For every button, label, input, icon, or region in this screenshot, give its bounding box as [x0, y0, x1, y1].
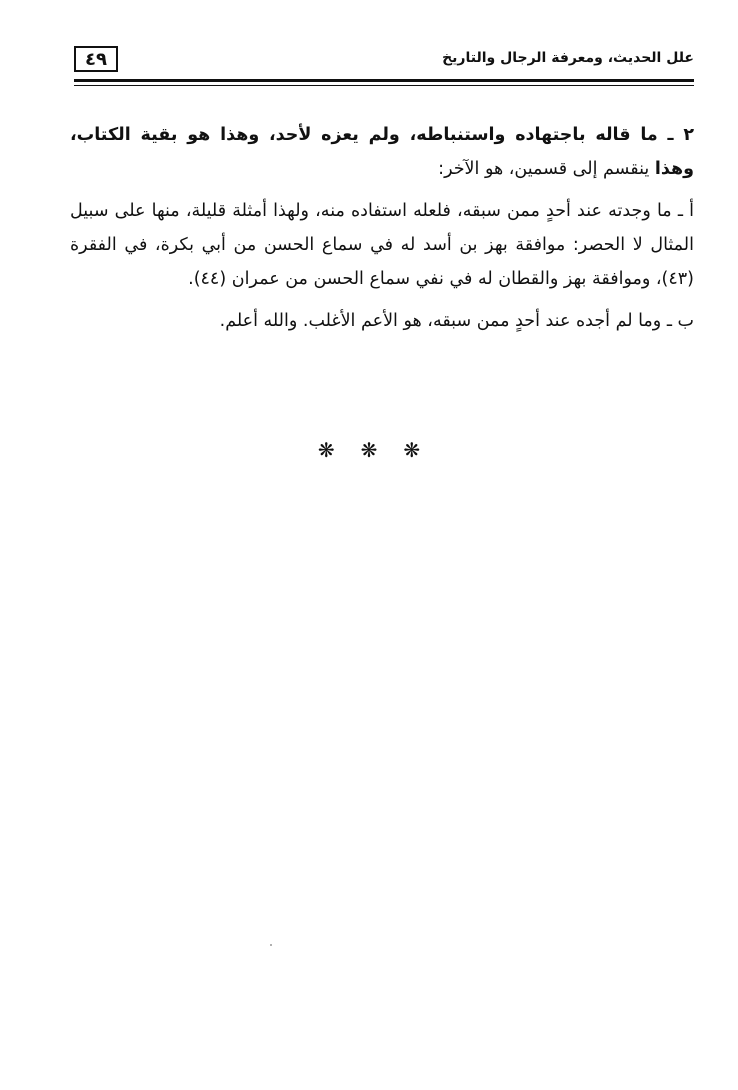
running-title: علل الحديث، ومعرفة الرجال والتاريخ — [442, 50, 694, 66]
scan-speck — [270, 944, 272, 946]
page-number: ٤٩ — [74, 46, 118, 72]
body-text — [70, 118, 694, 346]
header-rule-thick — [74, 79, 694, 82]
separator-star-icon: ❋ — [360, 438, 404, 462]
paragraph-item-a: أ ـ ما وجدته عند أحدٍ ممن سبقه، فلعله استفاده منه، ولهذا أمثلة قليلة، منها على سبيل المثال لا الحصر: موافقة بهز بن أسد له في سماع الحسن من أبي بكرة، في الفقرة (٤٣)، وموافقة بهز والقطان له في نفي سماع الحسن من عمران (٤٤). — [70, 201, 694, 289]
page-header — [74, 44, 694, 84]
paragraph-item-b: ب ـ وما لم أجده عند أحدٍ ممن سبقه، هو الأعم الأغلب. والله أعلم. — [219, 311, 694, 331]
paragraph-2 — [70, 118, 694, 186]
paragraph-2-rest: ينقسم إلى قسمين، هو الآخر: — [438, 159, 650, 179]
separator-star-icon: ❋ — [403, 438, 447, 462]
paragraph-2-lead: ٢ ـ ما قاله باجتهاده واستنباطه، ولم يعزه لأحد، وهذا هو بقية الكتاب، وهذا — [70, 125, 694, 179]
separator-star-icon: ❋ — [317, 438, 361, 462]
section-separator — [0, 438, 738, 462]
header-rule-thin — [74, 85, 694, 86]
